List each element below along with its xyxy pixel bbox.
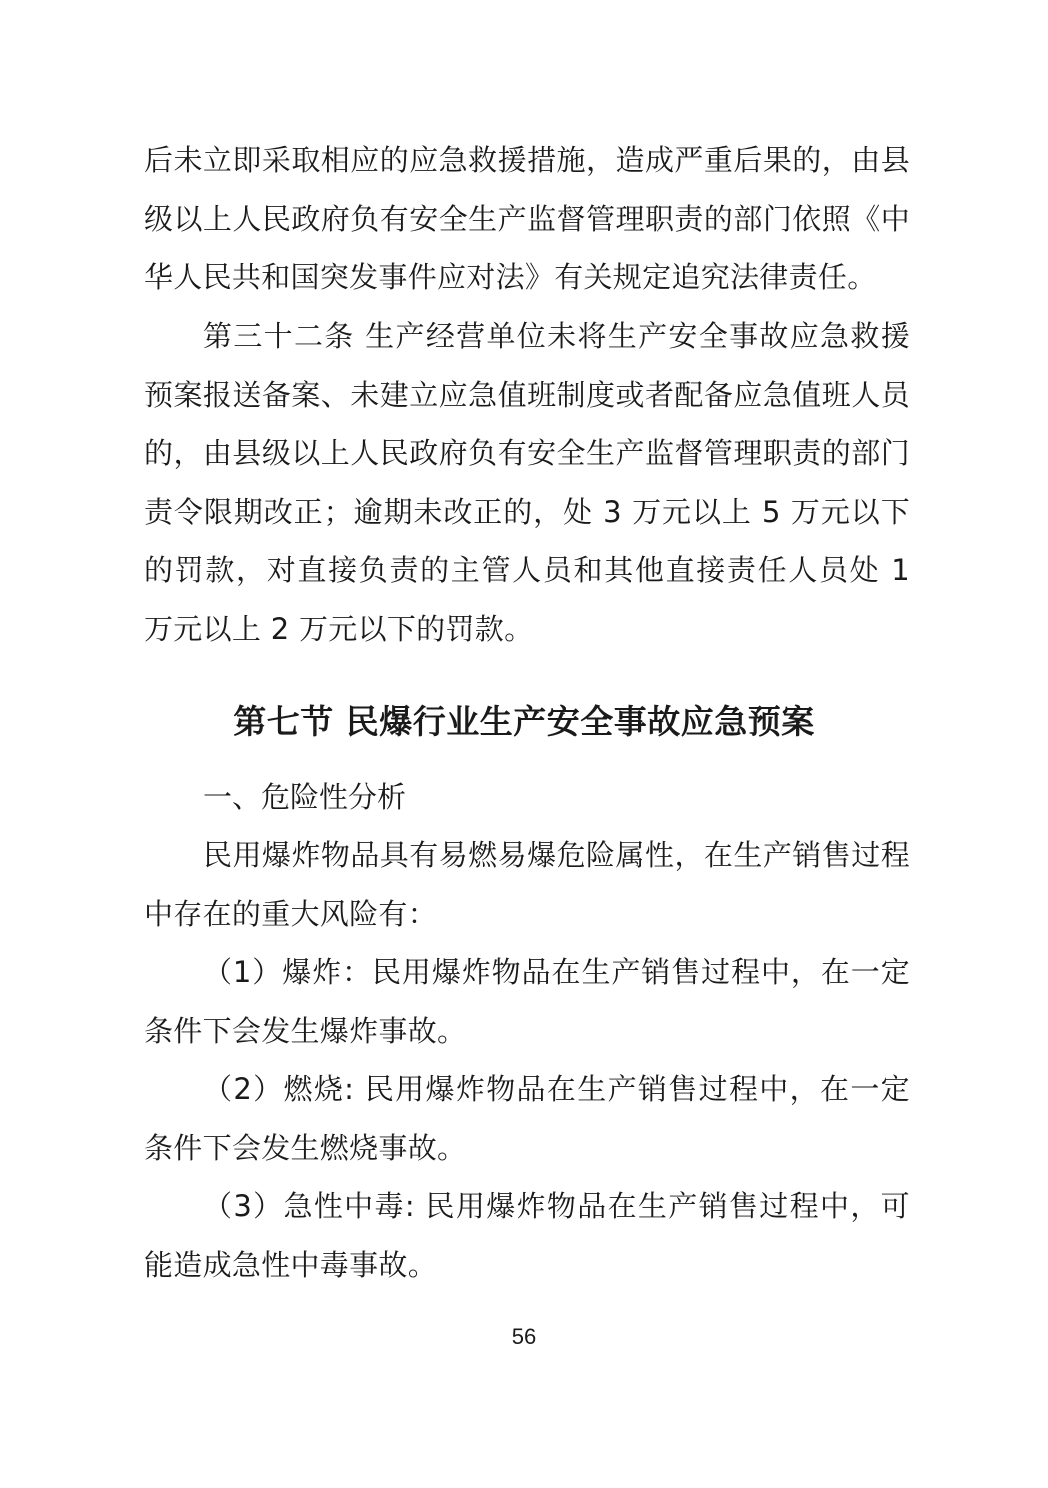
paragraph-risk-intro: 民用爆炸物品具有易燃易爆危险属性，在生产销售过程中存在的重大风险有：	[144, 838, 910, 931]
subheading-risk-analysis: 一、危险性分析	[203, 780, 407, 814]
list-item-poisoning: （3）急性中毒: 民用爆炸物品在生产销售过程中，可能造成急性中毒事故。	[144, 1189, 910, 1282]
list-item-combustion: （2）燃烧: 民用爆炸物品在生产销售过程中，在一定条件下会发生燃烧事故。	[144, 1072, 910, 1165]
list-item-explosion: （1）爆炸：民用爆炸物品在生产销售过程中，在一定条件下会发生爆炸事故。	[144, 955, 910, 1048]
paragraph-article-32: 第三十二条 生产经营单位未将生产安全事故应急救援预案报送备案、未建立应急值班制度或者配备应急值班人员的，由县级以上人民政府负有安全生产监督管理职责的部门责令限期改正；逾期未改正的，处 3 万元以上 5 万元以下的罚款，对直接负责的主管人员和其他直接责任人员处 1 万元以上 2 万元以下的罚款。	[144, 319, 910, 646]
section-title: 第七节 民爆行业生产安全事故应急预案	[233, 702, 815, 741]
page-number: 56	[511, 1324, 537, 1349]
paragraph-continuation: 后未立即采取相应的应急救援措施，造成严重后果的，由县级以上人民政府负有安全生产监督管理职责的部门依照《中华人民共和国突发事件应对法》有关规定追究法律责任。	[144, 143, 910, 294]
